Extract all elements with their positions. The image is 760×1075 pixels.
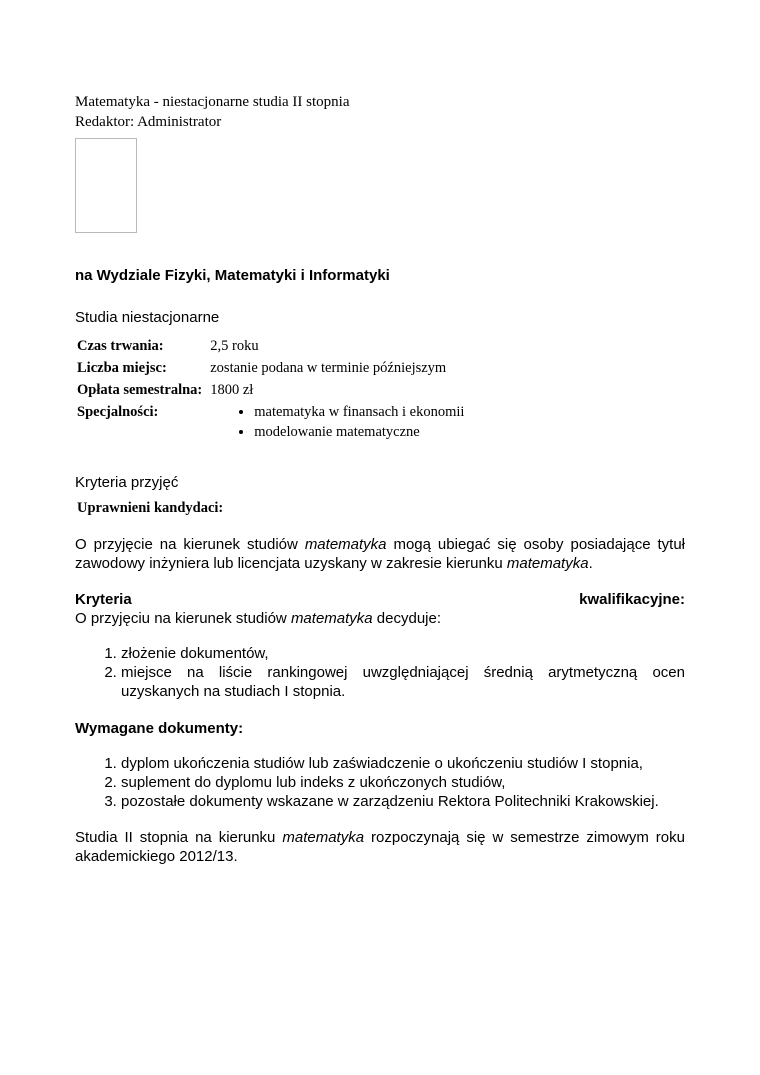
- list-item: • matematyka w finansach i ekonomii: [254, 402, 464, 422]
- list-item: 2. suplement do dyplomu lub indeks z ukończonych studiów,: [121, 773, 685, 792]
- decides-list: [75, 644, 685, 701]
- info-row-duration: [75, 335, 466, 357]
- fee-label: Opłata semestralna:: [77, 382, 203, 398]
- decides-paragraph: O przyjęciu na kierunek studiów matematyka decyduje:: [75, 610, 442, 627]
- eligible-paragraph: O przyjęcie na kierunek studiów matematyka mogą ubiegać się osoby posiadające tytuł zawodowy inżyniera lub licencjata uzyskany w zakresie kierunku matematyka.: [75, 536, 686, 572]
- criteria-heading: Kryteria przyjęć: [75, 474, 179, 491]
- documents-list: [75, 754, 685, 811]
- info-row-fee: [75, 379, 466, 401]
- list-item: 3. pozostałe dokumenty wskazane w zarządzeniu Rektora Politechniki Krakowskiej.: [121, 792, 685, 811]
- document-page: [75, 92, 685, 866]
- document-editor: Redaktor: Administrator: [75, 114, 222, 130]
- list-item: • modelowanie matematyczne: [254, 422, 464, 442]
- duration-label: Czas trwania:: [77, 338, 164, 354]
- specializations-label: Specjalności:: [77, 404, 159, 420]
- department-heading: na Wydziale Fizyki, Matematyki i Informatyki: [75, 267, 390, 284]
- info-row-places: [75, 357, 466, 379]
- specializations-list: [210, 402, 464, 442]
- document-title: Matematyka - niestacjonarne studia II stopnia: [75, 94, 350, 110]
- places-value: zostanie podana w terminie późniejszym: [210, 360, 447, 376]
- image-placeholder: [75, 138, 137, 233]
- study-info-table: [75, 335, 466, 443]
- duration-value: 2,5 roku: [210, 338, 259, 354]
- closing-paragraph: Studia II stopnia na kierunku matematyka rozpoczynają się w semestrze zimowym roku akademickiego 2012/13.: [75, 829, 685, 865]
- info-row-specializations: [75, 401, 466, 443]
- list-item: 1. złożenie dokumentów,: [121, 644, 685, 663]
- fee-value: 1800 zł: [210, 382, 254, 398]
- list-item: 1. dyplom ukończenia studiów lub zaświadczenie o ukończeniu studiów I stopnia,: [121, 754, 685, 773]
- documents-heading: Wymagane dokumenty:: [75, 720, 244, 737]
- qualification-criteria-heading: Kryteria kwalifikacyjne:: [75, 591, 685, 608]
- study-mode-heading: Studia niestacjonarne: [75, 309, 220, 326]
- eligible-candidates-label: Uprawnieni kandydaci:: [77, 500, 224, 516]
- list-item: 2. miejsce na liście rankingowej uwzględniającej średnią arytmetyczną ocen uzyskanych na studiach I stopnia.: [121, 663, 685, 701]
- places-label: Liczba miejsc:: [77, 360, 167, 376]
